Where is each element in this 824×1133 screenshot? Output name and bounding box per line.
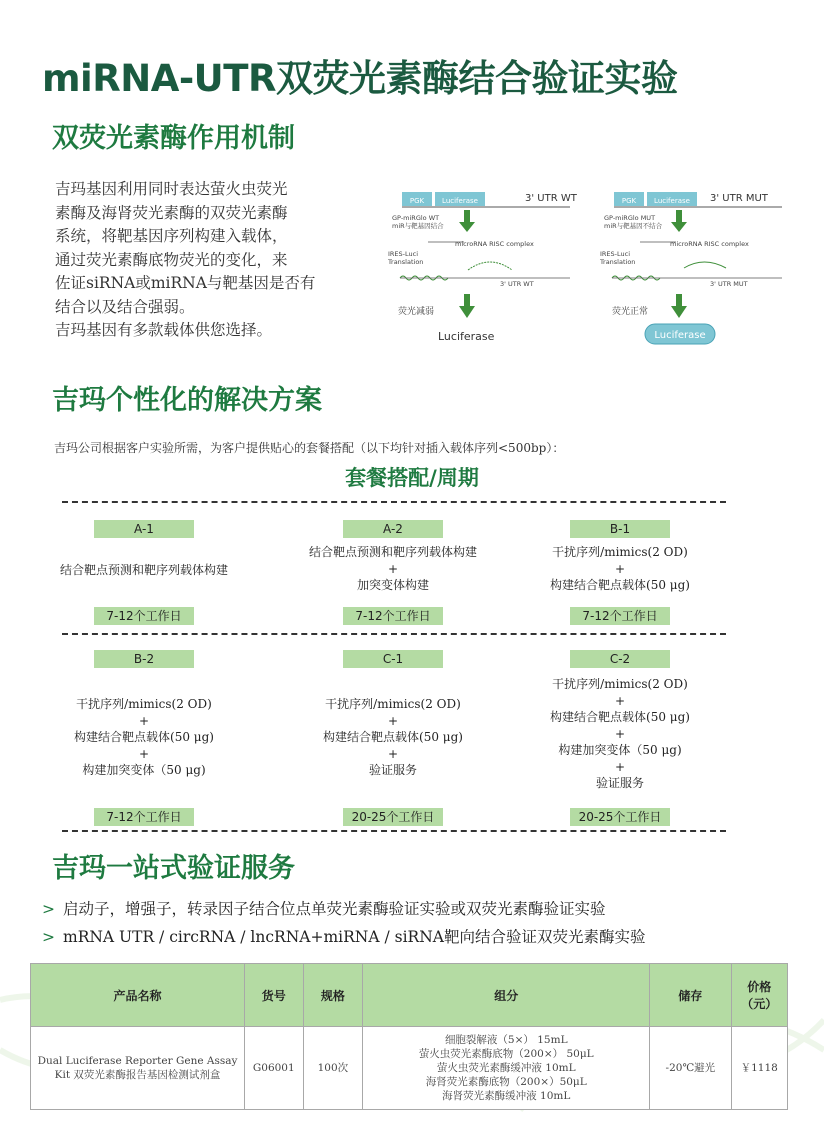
intro-line: 佐证siRNA或miRNA与靶基因是否有: [55, 274, 316, 292]
package-item: 构建结合靶点载体(50 μg): [74, 730, 214, 744]
package-item: 结合靶点预测和靶序列载体构建: [308, 545, 477, 559]
package-item: +: [387, 713, 399, 728]
package-item: 验证服务: [595, 776, 644, 790]
package-item: 构建结合靶点载体(50 μg): [550, 710, 690, 724]
diagram-wt: [380, 182, 580, 352]
package-item: 干扰序列/mimics(2 OD): [552, 545, 688, 559]
package-item: 构建结合靶点载体(50 μg): [550, 578, 690, 592]
component-line: 萤火虫荧光素酶底物（200×） 50μL: [418, 1048, 594, 1060]
package-item: +: [614, 561, 626, 576]
package-code: C-1: [343, 650, 443, 668]
ires-label: IRES-Luci: [600, 250, 631, 258]
page-title: miRNA-UTR双荧光素酶结合验证实验: [42, 57, 678, 100]
package-card: [24, 518, 264, 625]
header-spec: 规格: [303, 964, 363, 1027]
divider: [62, 633, 726, 635]
package-period: 20-25个工作日: [570, 808, 670, 826]
service-text: 启动子，增强子，转录因子结合位点单荧光素酶验证实验或双荧光素酶验证实验: [63, 900, 606, 918]
arrow-down-icon: [459, 294, 475, 318]
result-label: 荧光正常: [612, 307, 649, 317]
solutions-lead: 吉玛公司根据客户实验所需，为客户提供贴心的套餐搭配（以下均针对插入载体序列<500bp）：: [54, 441, 565, 455]
translation-label: Translation: [388, 258, 424, 266]
diagram-mut: [592, 182, 792, 352]
luciferase-label: Luciferase: [654, 197, 690, 205]
package-item: 验证服务: [368, 763, 417, 777]
package-card: [500, 518, 740, 625]
output-label: Luciferase: [654, 330, 706, 341]
section-heading-mechanism: 双荧光素酶作用机制: [52, 123, 295, 154]
divider: [62, 830, 726, 832]
chevron-right-icon: >: [42, 928, 55, 946]
package-item: 加突变体构建: [356, 578, 429, 592]
component-line: 萤火虫荧光素酶缓冲液 10mL: [436, 1062, 576, 1074]
cell-components: [363, 1027, 650, 1110]
intro-line: 吉玛基因利用同时表达萤火虫荧光: [55, 180, 288, 198]
package-item: 构建结合靶点载体(50 μg): [323, 730, 463, 744]
package-item: 构建加突变体（50 μg): [82, 763, 206, 777]
pgk-label: PGK: [409, 197, 425, 205]
product-table: [30, 963, 788, 1110]
chevron-right-icon: >: [42, 900, 55, 918]
package-card: [273, 648, 513, 826]
vector-label: GP-miRGlo WT: [392, 214, 440, 222]
cell-price: ￥1118: [731, 1027, 788, 1110]
header-sku: 货号: [245, 964, 304, 1027]
section-heading-solutions: 吉玛个性化的解决方案: [52, 385, 322, 416]
arrow-down-icon: [459, 210, 475, 232]
output-label: Luciferase: [438, 330, 495, 343]
binding-note: miR与靶基因不结合: [604, 222, 663, 230]
service-text: mRNA UTR / circRNA / lncRNA+miRNA / siRNA靶向结合验证双荧光素酶实验: [63, 928, 646, 946]
table-header-row: [31, 964, 788, 1027]
header-price: 价格 （元）: [731, 964, 788, 1027]
divider: [62, 501, 726, 503]
package-item: +: [138, 746, 150, 761]
package-heading: 套餐搭配/周期: [345, 466, 479, 490]
package-card: [24, 648, 264, 826]
package-item: +: [387, 561, 399, 576]
intro-text: [55, 178, 373, 343]
result-label: 荧光减弱: [398, 307, 435, 317]
utr-label: 3' UTR MUT: [710, 193, 768, 204]
header-product-name: 产品名称: [31, 964, 245, 1027]
package-item: 干扰序列/mimics(2 OD): [552, 677, 688, 691]
cell-sku: G06001: [245, 1027, 304, 1110]
package-code: B-2: [94, 650, 194, 668]
package-item: +: [138, 713, 150, 728]
service-item: [42, 897, 606, 919]
header-components: 组分: [363, 964, 650, 1027]
package-item: 干扰序列/mimics(2 OD): [76, 697, 212, 711]
package-card: [500, 648, 740, 826]
package-period: 7-12个工作日: [94, 607, 194, 625]
package-item: 结合靶点预测和靶序列载体构建: [59, 563, 228, 577]
package-code: B-1: [570, 520, 670, 538]
utr-label: 3' UTR WT: [525, 193, 577, 204]
package-item: +: [387, 746, 399, 761]
package-item: 干扰序列/mimics(2 OD): [325, 697, 461, 711]
package-period: 7-12个工作日: [94, 808, 194, 826]
cell-storage: -20℃避光: [650, 1027, 731, 1110]
binding-note: miR与靶基因结合: [392, 222, 444, 230]
intro-line: 系统，将靶基因序列构建入载体，: [55, 227, 288, 245]
package-card: [273, 518, 513, 625]
package-item: +: [614, 759, 626, 774]
package-period: 7-12个工作日: [570, 607, 670, 625]
package-code: A-1: [94, 520, 194, 538]
arrow-down-icon: [671, 294, 687, 318]
intro-line: 通过荧光素酶底物荧光的变化，来: [55, 250, 288, 269]
utr-small-label: 3' UTR WT: [500, 280, 534, 288]
risc-label: microRNA RISC complex: [670, 240, 749, 248]
intro-line: 结合以及结合强弱。: [55, 297, 195, 316]
section-heading-services: 吉玛一站式验证服务: [52, 853, 295, 884]
intro-line: 吉玛基因有多款载体供您选择。: [55, 321, 273, 339]
cell-product-name: Dual Luciferase Reporter Gene Assay Kit 双荧光素酶报告基因检测试剂盒: [31, 1027, 245, 1110]
service-item: [42, 925, 645, 947]
package-period: 7-12个工作日: [343, 607, 443, 625]
table-row: [31, 1027, 788, 1110]
vector-label: GP-miRGlo MUT: [604, 214, 656, 222]
translation-label: Translation: [600, 258, 636, 266]
package-item: +: [614, 726, 626, 741]
package-code: A-2: [343, 520, 443, 538]
pgk-label: PGK: [621, 197, 637, 205]
package-item: +: [614, 693, 626, 708]
intro-line: 素酶及海肾荧光素酶的双荧光素酶: [55, 203, 288, 222]
component-line: 海肾荧光素酶底物（200×）50μL: [425, 1076, 587, 1088]
package-period: 20-25个工作日: [343, 808, 443, 826]
component-line: 细胞裂解液（5×） 15mL: [444, 1034, 568, 1046]
cell-spec: 100次: [303, 1027, 363, 1110]
ires-label: IRES-Luci: [388, 250, 419, 258]
luciferase-label: Luciferase: [442, 197, 478, 205]
arrow-down-icon: [671, 210, 687, 232]
package-code: C-2: [570, 650, 670, 668]
package-item: 构建加突变体（50 μg): [558, 743, 682, 757]
utr-small-label: 3' UTR MUT: [710, 280, 748, 288]
component-line: 海肾荧光素酶缓冲液 10mL: [442, 1090, 571, 1102]
header-storage: 储存: [650, 964, 731, 1027]
risc-label: microRNA RISC complex: [455, 240, 534, 248]
